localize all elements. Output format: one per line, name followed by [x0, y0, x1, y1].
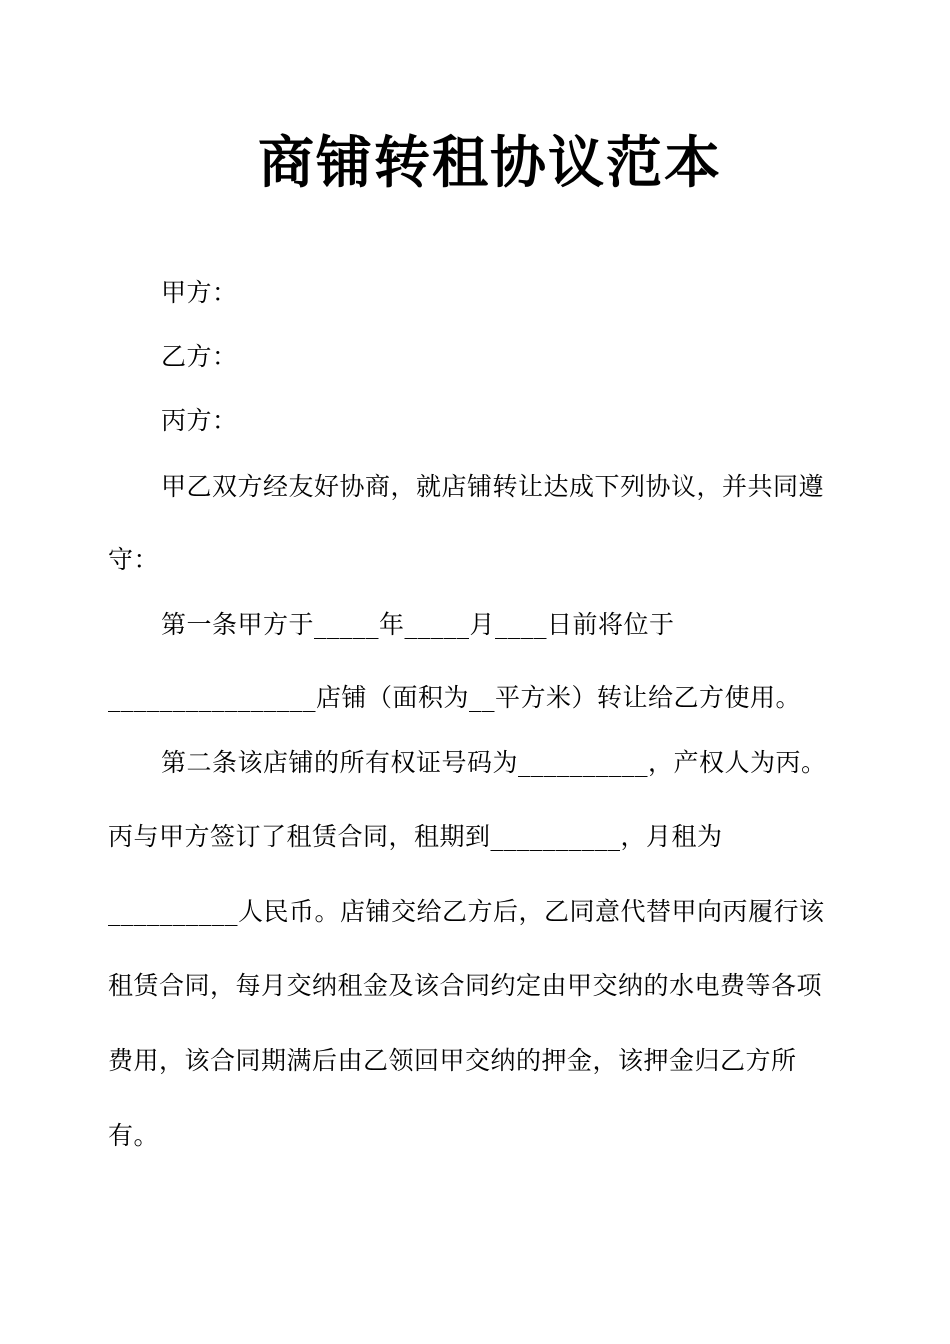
party-c-label: 丙方： [161, 406, 238, 435]
article1-line-1: 第一条甲方于_____年_____月____日前将位于 [161, 610, 675, 639]
document-title: 商铺转租协议范本 [258, 131, 722, 196]
article2-line-6: 有。 [108, 1121, 160, 1150]
article1-line-2: ________________店铺（面积为__平方米）转让给乙方使用。 [108, 683, 802, 712]
article2-line-1: 第二条该店铺的所有权证号码为__________，产权人为丙。 [161, 748, 827, 777]
article2-line-2: 丙与甲方签订了租赁合同，租期到__________，月租为 [108, 822, 723, 851]
intro-line-1: 甲乙双方经友好协商，就店铺转让达成下列协议，并共同遵 [161, 472, 825, 501]
party-b-label: 乙方： [161, 342, 238, 371]
article2-line-5: 费用，该合同期满后由乙领回甲交纳的押金，该押金归乙方所 [108, 1046, 797, 1075]
article2-line-3: __________人民币。店铺交给乙方后，乙同意代替甲向丙履行该 [108, 897, 825, 926]
party-a-label: 甲方： [161, 278, 238, 307]
intro-line-2: 守： [108, 545, 160, 574]
article2-line-4: 租赁合同，每月交纳租金及该合同约定由甲交纳的水电费等各项 [108, 971, 823, 1000]
